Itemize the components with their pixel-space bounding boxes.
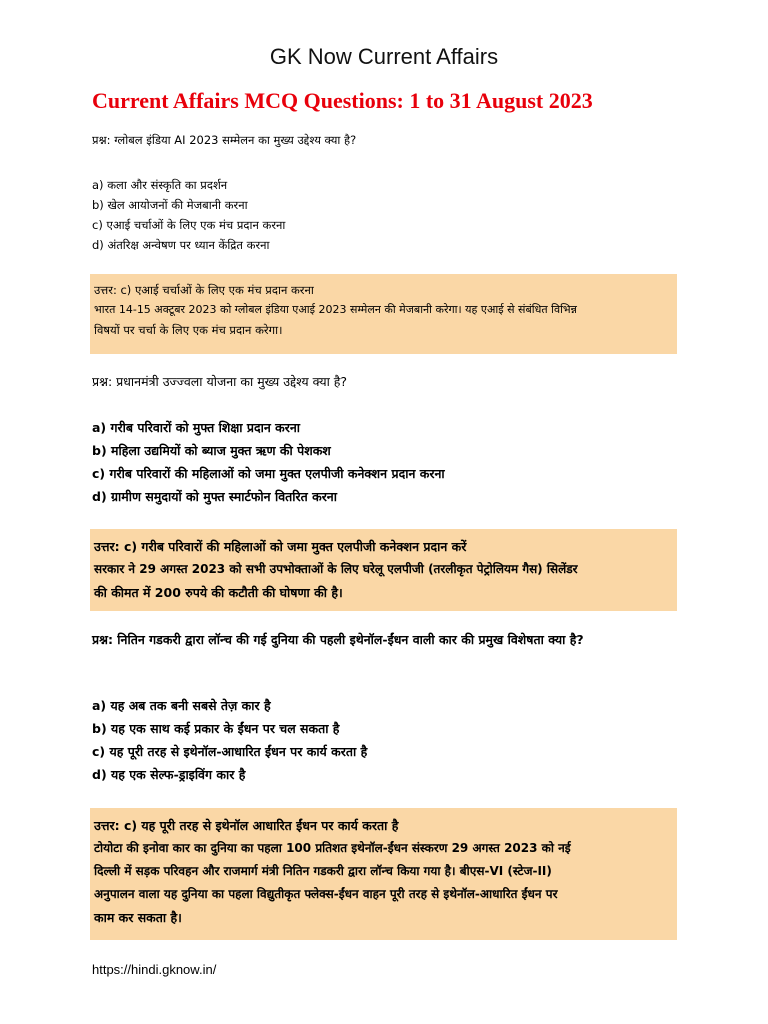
question-3: प्रश्न: नितिन गडकरी द्वारा लॉन्च की गई दुनिया की पहली इथेनॉल-ईंधन वाली कार की प्रमुख विशेषता क्या है? <box>92 632 584 647</box>
question-1: प्रश्न: ग्लोबल इंडिया AI 2023 सम्मेलन का मुख्य उद्देश्य क्या है? <box>92 133 357 147</box>
answer-1-line-2: विषयों पर चर्चा के लिए एक मंच प्रदान करेगा। <box>94 323 283 337</box>
page-header: GK Now Current Affairs <box>269 44 499 69</box>
option-1d: d) अंतरिक्ष अन्वेषण पर ध्यान केंद्रित करना <box>92 238 270 252</box>
option-1b: b) खेल आयोजनों की मेजबानी करना <box>92 198 248 212</box>
answer-3-line-4: काम कर सकता है। <box>94 910 182 925</box>
answer-box-3 <box>90 808 677 940</box>
answer-3-line-3: अनुपालन वाला यह दुनिया का पहला विद्युतीकृत फ्लेक्स-ईंधन वाहन पूरी तरह से इथेनॉल-आधारित ईंधन पर <box>94 887 558 901</box>
footer-url[interactable]: https://hindi.gknow.in/ <box>92 962 217 977</box>
option-3b: b) यह एक साथ कई प्रकार के ईंधन पर चल सकता है <box>92 721 340 736</box>
page-title: Current Affairs MCQ Questions: 1 to 31 August 2023 <box>92 88 593 113</box>
option-1c: c) एआई चर्चाओं के लिए एक मंच प्रदान करना <box>92 218 286 232</box>
option-1a: a) कला और संस्कृति का प्रदर्शन <box>92 178 228 192</box>
option-3c: c) यह पूरी तरह से इथेनॉल-आधारित ईंधन पर कार्य करता है <box>92 744 368 759</box>
options-2 <box>92 416 682 508</box>
answer-1-label: उत्तर: c) एआई चर्चाओं के लिए एक मंच प्रदान करना <box>94 283 314 297</box>
answer-2-line-1: सरकार ने 29 अगस्त 2023 को सभी उपभोक्ताओं के लिए घरेलू एलपीजी (तरलीकृत पेट्रोलियम गैस) सिलेंडर <box>94 562 578 576</box>
option-2b: b) महिला उद्यमियों को ब्याज मुक्त ऋण की पेशकश <box>92 443 331 458</box>
options-1 <box>92 175 682 255</box>
answer-2-label: उत्तर: c) गरीब परिवारों की महिलाओं को जमा मुक्त एलपीजी कनेक्शन प्रदान करें <box>94 539 467 554</box>
option-3d: d) यह एक सेल्फ-ड्राइविंग कार है <box>92 767 246 782</box>
answer-1-line-1: भारत 14-15 अक्टूबर 2023 को ग्लोबल इंडिया एआई 2023 सम्मेलन की मेजबानी करेगा। यह एआई से संबंधित विभिन्न <box>94 303 577 316</box>
answer-box-1 <box>90 274 677 354</box>
options-3 <box>92 694 682 786</box>
answer-3-line-1: टोयोटा की इनोवा कार का दुनिया का पहला 100 प्रतिशत इथेनॉल-ईंधन संस्करण 29 अगस्त 2023 को नई <box>94 841 571 855</box>
option-2c: c) गरीब परिवारों की महिलाओं को जमा मुक्त एलपीजी कनेक्शन प्रदान करना <box>92 466 445 481</box>
answer-3-line-2: दिल्ली में सड़क परिवहन और राजमार्ग मंत्री नितिन गडकरी द्वारा लॉन्च किया गया है। बीएस-VI (स्टेज-II) <box>94 864 552 878</box>
answer-3-label: उत्तर: c) यह पूरी तरह से इथेनॉल आधारित ईंधन पर कार्य करता है <box>94 818 399 833</box>
option-3a: a) यह अब तक बनी सबसे तेज़ कार है <box>92 698 271 713</box>
answer-box-2 <box>90 529 677 611</box>
option-2d: d) ग्रामीण समुदायों को मुफ्त स्मार्टफोन वितरित करना <box>92 489 337 504</box>
question-2: प्रश्न: प्रधानमंत्री उज्ज्वला योजना का मुख्य उद्देश्य क्या है? <box>92 374 348 389</box>
option-2a: a) गरीब परिवारों को मुफ्त शिक्षा प्रदान करना <box>92 420 301 435</box>
answer-2-line-2: की कीमत में 200 रुपये की कटौती की घोषणा की है। <box>94 585 343 600</box>
